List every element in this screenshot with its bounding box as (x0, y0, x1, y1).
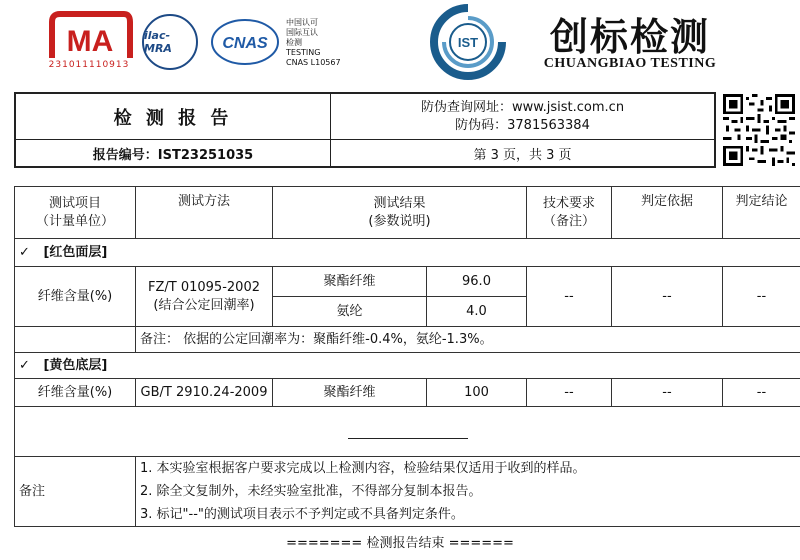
cma-text: MA (66, 25, 114, 58)
cnas-caption-line: CNAS L10567 (286, 58, 341, 67)
method-line: (结合公定回潮率) (153, 297, 255, 313)
col-item (15, 187, 136, 239)
table-header-row (15, 187, 800, 239)
blank-row (15, 407, 800, 457)
section-row (15, 239, 800, 267)
anti-fake-code: 防伪码：3781563384 (455, 117, 590, 133)
col-method (136, 187, 273, 239)
report-header (14, 92, 716, 168)
cnas-caption-line: 检测 (286, 38, 302, 47)
remarks-row (15, 457, 800, 527)
report-number (16, 140, 331, 166)
cnas-logo (210, 18, 280, 66)
item-cell: 纤维含量(%) (15, 379, 136, 407)
component-value: 96.0 (427, 267, 527, 297)
check-icon: ✓ (19, 244, 30, 260)
basis-cell: -- (612, 267, 723, 327)
method-cell: GB/T 2910.24-2009 (136, 379, 273, 407)
cnas-text: CNAS (222, 35, 268, 52)
table-row (15, 267, 800, 297)
col-result-label: 测试结果 (373, 195, 426, 211)
col-req-note: （备注） (542, 213, 595, 229)
section-note: 备注： 依据的公定回潮率为：聚酯纤维-0.4%，氨纶-1.3%。 (136, 327, 800, 353)
cnas-caption-line: 中国认可 (286, 18, 318, 27)
col-method-label: 测试方法 (177, 194, 230, 209)
logo-row (0, 0, 800, 88)
page-info-text: 第 3 页，共 3 页 (473, 147, 572, 163)
col-item-unit: （计量单位） (35, 213, 114, 229)
conclusion-cell: -- (723, 267, 800, 327)
conclusion-cell: -- (723, 379, 800, 407)
item-cell: 纤维含量(%) (15, 267, 136, 327)
table-row (15, 327, 800, 353)
component-name: 氨纶 (273, 297, 427, 327)
report-end-footer: ======= 检测报告结束 ====== (286, 536, 514, 551)
col-req (527, 187, 612, 239)
table-row (15, 379, 800, 407)
component-name: 聚酯纤维 (273, 267, 427, 297)
ist-text: IST (457, 35, 479, 50)
anti-fake-info (331, 94, 714, 140)
req-cell: -- (527, 267, 612, 327)
remarks-content (136, 457, 800, 527)
section-title-text: [黄色底层] (43, 357, 108, 373)
report-title (16, 94, 331, 140)
component-value: 100 (427, 379, 527, 407)
brand-name-en: CHUANGBIAO TESTING (543, 56, 717, 71)
col-conclusion-label: 判定结论 (735, 194, 788, 209)
query-site[interactable]: 防伪查询网址：www.jsist.com.cn (420, 99, 625, 115)
col-basis (612, 187, 723, 239)
cnas-caption-line: 国际互认 (286, 28, 318, 37)
remark-line: 2. 除全文复制外，未经实验室批准，不得部分复制本报告。 (140, 484, 482, 499)
col-result (273, 187, 527, 239)
page-info (331, 140, 714, 166)
cma-code: 231011110913 (48, 60, 130, 70)
remark-line: 3. 标记"--"的测试项目表示不予判定或不具备判定条件。 (140, 507, 464, 522)
basis-cell: -- (612, 379, 723, 407)
section-title (15, 239, 800, 267)
col-result-note: (参数说明) (368, 213, 431, 229)
report-number-text: 报告编号：IST23251035 (92, 147, 254, 163)
section-row (15, 353, 800, 379)
ist-emblem (430, 4, 506, 80)
col-req-label: 技术要求 (542, 195, 595, 211)
end-divider (348, 438, 468, 439)
component-value: 4.0 (427, 297, 527, 327)
col-conclusion (723, 187, 800, 239)
ilac-mra-logo (142, 14, 198, 70)
blank-cell (15, 407, 800, 457)
report-title-text: 检 测 报 告 (113, 107, 233, 129)
item-cell-empty (15, 327, 136, 353)
remarks-label: 备注 (15, 457, 136, 527)
method-line: FZ/T 01095-2002 (148, 279, 260, 295)
col-item-label: 测试项目 (48, 195, 101, 211)
cnas-caption (286, 18, 341, 68)
qr-code[interactable] (723, 94, 795, 166)
req-cell: -- (527, 379, 612, 407)
brand-name-cn: 创标检测 (549, 14, 710, 59)
component-name: 聚酯纤维 (273, 379, 427, 407)
method-cell (136, 267, 273, 327)
section-title (15, 353, 800, 379)
remark-line: 1. 本实验室根据客户要求完成以上检测内容，检验结果仅适用于收到的样品。 (140, 461, 586, 476)
col-basis-label: 判定依据 (640, 194, 693, 209)
ilac-text: ilac-MRA (144, 29, 172, 55)
check-icon: ✓ (19, 357, 30, 373)
results-table (14, 186, 800, 527)
section-title-text: [红色面层] (43, 244, 108, 260)
cnas-caption-line: TESTING (286, 48, 321, 57)
